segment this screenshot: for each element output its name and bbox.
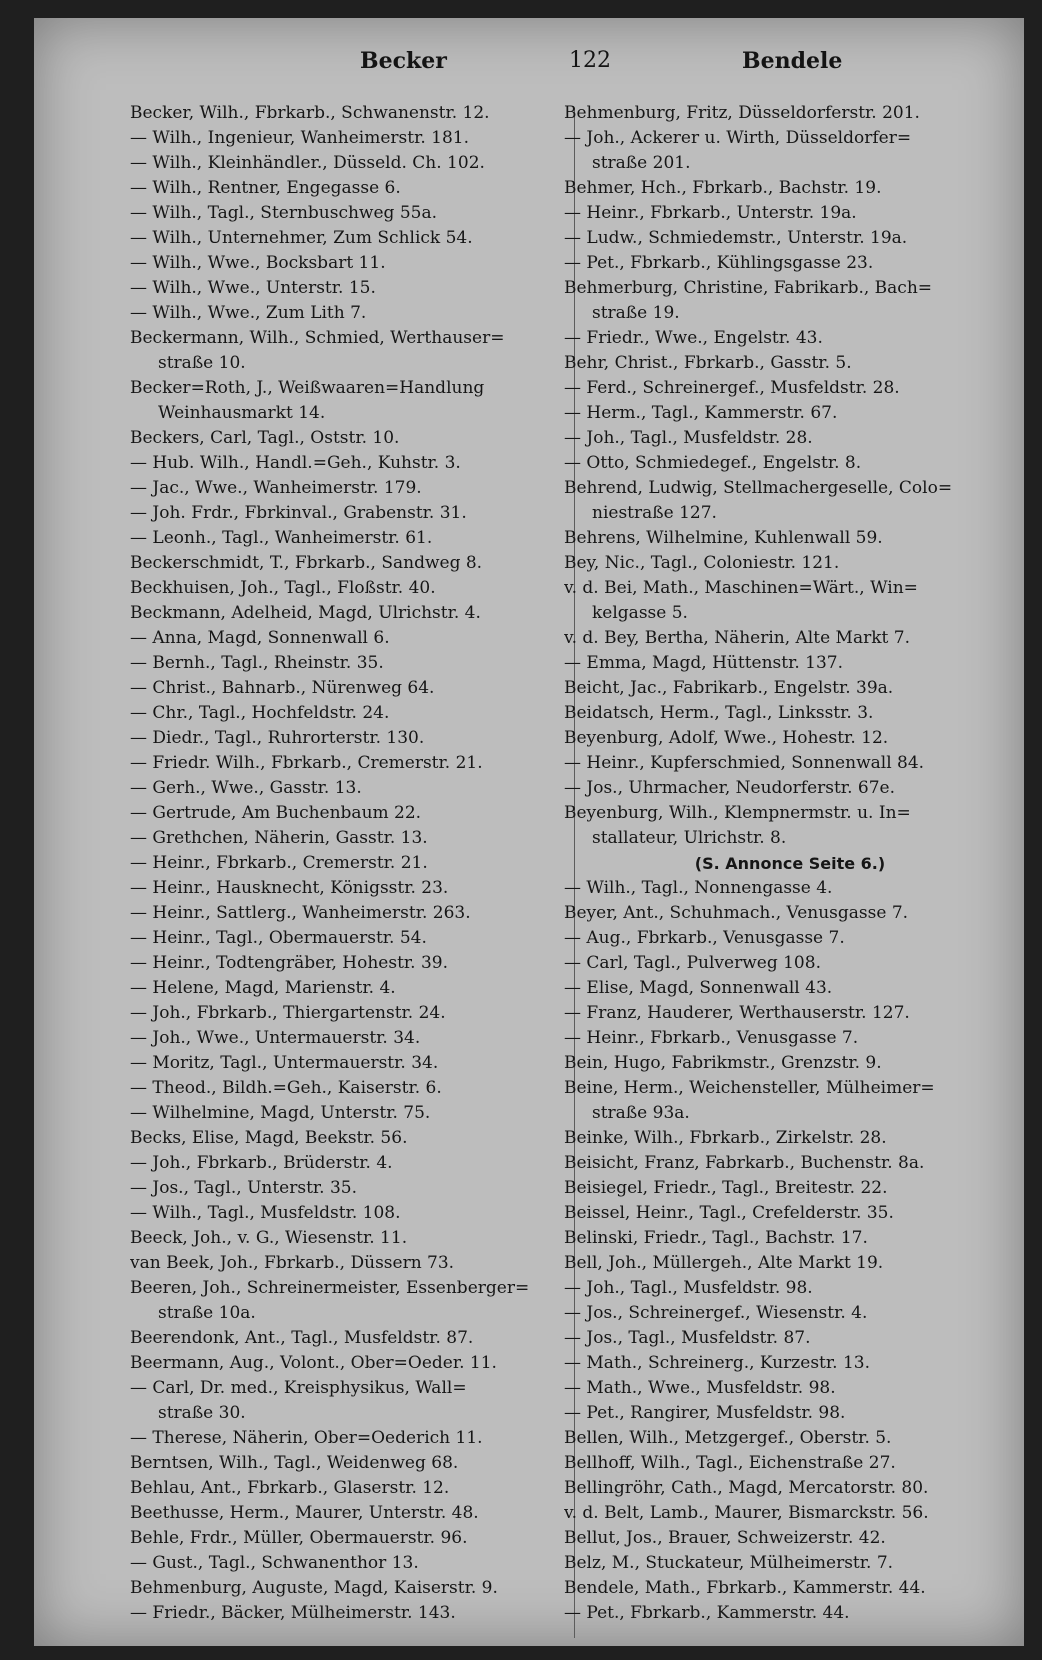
directory-entry: — Wilh., Rentner, Engegasse 6. xyxy=(130,178,401,198)
directory-entry: — Pet., Fbrkarb., Kühlingsgasse 23. xyxy=(564,253,874,273)
directory-entry: — Friedr., Wwe., Engelstr. 43. xyxy=(564,328,823,348)
directory-entry: — Joh., Fbrkarb., Brüderstr. 4. xyxy=(130,1153,393,1173)
directory-entry: — Bernh., Tagl., Rheinstr. 35. xyxy=(130,653,384,673)
directory-entry: — Aug., Fbrkarb., Venusgasse 7. xyxy=(564,928,845,948)
directory-entry: — Joh., Ackerer u. Wirth, Düsseldorfer= xyxy=(564,128,912,148)
directory-entry: Beckerschmidt, T., Fbrkarb., Sandweg 8. xyxy=(130,553,483,573)
directory-entry: — Jos., Schreinergef., Wiesenstr. 4. xyxy=(564,1303,868,1323)
directory-entry: — Pet., Fbrkarb., Kammerstr. 44. xyxy=(564,1603,850,1623)
entry-continuation: straße 93a. xyxy=(592,1103,690,1123)
directory-entry: — Chr., Tagl., Hochfeldstr. 24. xyxy=(130,703,390,723)
directory-entry: — Leonh., Tagl., Wanheimerstr. 61. xyxy=(130,528,433,548)
page-number: 122 xyxy=(569,48,611,73)
directory-entry: — Ludw., Schmiedemstr., Unterstr. 19a. xyxy=(564,228,908,248)
directory-entry: — Wilh., Tagl., Nonnengasse 4. xyxy=(564,878,833,898)
directory-entry: Behmer, Hch., Fbrkarb., Bachstr. 19. xyxy=(564,178,882,198)
directory-entry: Behmenburg, Fritz, Düsseldorferstr. 201. xyxy=(564,103,920,123)
directory-entry: Bellingröhr, Cath., Magd, Mercatorstr. 80. xyxy=(564,1478,929,1498)
directory-entry: Beyer, Ant., Schuhmach., Venusgasse 7. xyxy=(564,903,909,923)
directory-entry: Beckhuisen, Joh., Tagl., Floßstr. 40. xyxy=(130,578,436,598)
entry-continuation: straße 10. xyxy=(158,353,246,373)
directory-entry: Bellen, Wilh., Metzgergef., Oberstr. 5. xyxy=(564,1428,892,1448)
directory-entry: — Heinr., Sattlerg., Wanheimerstr. 263. xyxy=(130,903,471,923)
left-column xyxy=(130,101,570,1626)
annonce-note: (S. Annonce Seite 6.) xyxy=(694,854,886,873)
directory-entry: Belz, M., Stuckateur, Mülheimerstr. 7. xyxy=(564,1553,894,1573)
directory-entry: Beerendonk, Ant., Tagl., Musfeldstr. 87. xyxy=(130,1328,474,1348)
entry-continuation: niestraße 127. xyxy=(592,503,717,523)
directory-entry: Berntsen, Wilh., Tagl., Weidenweg 68. xyxy=(130,1453,459,1473)
directory-entry: — Heinr., Tagl., Obermauerstr. 54. xyxy=(130,928,427,948)
directory-entry: Behrens, Wilhelmine, Kuhlenwall 59. xyxy=(564,528,883,548)
directory-entry: — Theod., Bildh.=Geh., Kaiserstr. 6. xyxy=(130,1078,442,1098)
directory-entry: — Gertrude, Am Buchenbaum 22. xyxy=(130,803,422,823)
directory-entry: — Grethchen, Näherin, Gasstr. 13. xyxy=(130,828,428,848)
directory-entry: — Heinr., Fbrkarb., Venusgasse 7. xyxy=(564,1028,859,1048)
directory-entry: — Emma, Magd, Hüttenstr. 137. xyxy=(564,653,844,673)
directory-entry: — Wilh., Unternehmer, Zum Schlick 54. xyxy=(130,228,473,248)
page-header xyxy=(34,48,1024,88)
directory-entry: Beeren, Joh., Schreinermeister, Essenberger= xyxy=(130,1278,530,1298)
entry-continuation: straße 19. xyxy=(592,303,680,323)
directory-entry: — Gust., Tagl., Schwanenthor 13. xyxy=(130,1553,419,1573)
directory-entry: — Wilh., Tagl., Sternbuschweg 55a. xyxy=(130,203,438,223)
directory-entry: Beckmann, Adelheid, Magd, Ulrichstr. 4. xyxy=(130,603,481,623)
directory-entry: Beinke, Wilh., Fbrkarb., Zirkelstr. 28. xyxy=(564,1128,887,1148)
directory-entry: Beethusse, Herm., Maurer, Unterstr. 48. xyxy=(130,1503,479,1523)
directory-entry: — Heinr., Kupferschmied, Sonnenwall 84. xyxy=(564,753,925,773)
directory-entry: Behmenburg, Auguste, Magd, Kaiserstr. 9. xyxy=(130,1578,498,1598)
directory-entry: Beisiegel, Friedr., Tagl., Breitestr. 22. xyxy=(564,1178,888,1198)
directory-entry: Bellhoff, Wilh., Tagl., Eichenstraße 27. xyxy=(564,1453,896,1473)
directory-entry: Bey, Nic., Tagl., Coloniestr. 121. xyxy=(564,553,840,573)
directory-entry: — Anna, Magd, Sonnenwall 6. xyxy=(130,628,390,648)
directory-entry: Beyenburg, Adolf, Wwe., Hohestr. 12. xyxy=(564,728,889,748)
directory-entry: — Heinr., Todtengräber, Hohestr. 39. xyxy=(130,953,449,973)
directory-entry: Beissel, Heinr., Tagl., Crefelderstr. 35. xyxy=(564,1203,894,1223)
directory-entry: — Jos., Tagl., Musfeldstr. 87. xyxy=(564,1328,811,1348)
directory-entry: — Pet., Rangirer, Musfeldstr. 98. xyxy=(564,1403,846,1423)
directory-entry: van Beek, Joh., Fbrkarb., Düssern 73. xyxy=(130,1253,455,1273)
directory-entry: Beckermann, Wilh., Schmied, Werthauser= xyxy=(130,328,505,348)
directory-entry: — Otto, Schmiedegef., Engelstr. 8. xyxy=(564,453,862,473)
directory-entry: — Gerh., Wwe., Gasstr. 13. xyxy=(130,778,362,798)
entry-continuation: Weinhausmarkt 14. xyxy=(158,403,326,423)
directory-entry: v. d. Belt, Lamb., Maurer, Bismarckstr. 56. xyxy=(564,1503,929,1523)
directory-entry: Behrend, Ludwig, Stellmachergeselle, Colo= xyxy=(564,478,953,498)
directory-entry: — Wilhelmine, Magd, Unterstr. 75. xyxy=(130,1103,431,1123)
directory-entry: — Elise, Magd, Sonnenwall 43. xyxy=(564,978,833,998)
directory-entry: Bell, Joh., Müllergeh., Alte Markt 19. xyxy=(564,1253,884,1273)
directory-entry: Bein, Hugo, Fabrikmstr., Grenzstr. 9. xyxy=(564,1053,882,1073)
directory-entry: — Christ., Bahnarb., Nürenweg 64. xyxy=(130,678,435,698)
right-column xyxy=(564,101,1016,1626)
directory-entry: — Jac., Wwe., Wanheimerstr. 179. xyxy=(130,478,422,498)
directory-entry: Becker=Roth, J., Weißwaaren=Handlung xyxy=(130,378,485,398)
entry-continuation: stallateur, Ulrichstr. 8. xyxy=(592,828,787,848)
directory-entry: Behle, Frdr., Müller, Obermauerstr. 96. xyxy=(130,1528,468,1548)
directory-entry: — Franz, Hauderer, Werthauserstr. 127. xyxy=(564,1003,910,1023)
directory-entry: — Heinr., Hausknecht, Königsstr. 23. xyxy=(130,878,449,898)
directory-entry: Bendele, Math., Fbrkarb., Kammerstr. 44. xyxy=(564,1578,926,1598)
directory-entry: v. d. Bey, Bertha, Näherin, Alte Markt 7. xyxy=(564,628,910,648)
directory-entry: Behmerburg, Christine, Fabrikarb., Bach= xyxy=(564,278,933,298)
entry-continuation: straße 201. xyxy=(592,153,691,173)
directory-entry: — Jos., Uhrmacher, Neudorferstr. 67e. xyxy=(564,778,895,798)
directory-entry: Behlau, Ant., Fbrkarb., Glaserstr. 12. xyxy=(130,1478,450,1498)
directory-entry: v. d. Bei, Math., Maschinen=Wärt., Win= xyxy=(564,578,918,598)
directory-entry: — Wilh., Wwe., Zum Lith 7. xyxy=(130,303,367,323)
directory-entry: — Joh., Tagl., Musfeldstr. 98. xyxy=(564,1278,813,1298)
directory-entry: — Friedr., Bäcker, Mülheimerstr. 143. xyxy=(130,1603,456,1623)
directory-entry: — Friedr. Wilh., Fbrkarb., Cremerstr. 21. xyxy=(130,753,483,773)
directory-page xyxy=(34,18,1024,1646)
header-right-keyword: Bendele xyxy=(742,48,843,74)
header-left-keyword: Becker xyxy=(360,48,447,74)
directory-entry: — Hub. Wilh., Handl.=Geh., Kuhstr. 3. xyxy=(130,453,461,473)
directory-entry: — Math., Wwe., Musfeldstr. 98. xyxy=(564,1378,836,1398)
directory-entry: — Wilh., Tagl., Musfeldstr. 108. xyxy=(130,1203,401,1223)
directory-entry: — Math., Schreinerg., Kurzestr. 13. xyxy=(564,1353,870,1373)
directory-entry: — Helene, Magd, Marienstr. 4. xyxy=(130,978,396,998)
directory-entry: Beermann, Aug., Volont., Ober=Oeder. 11. xyxy=(130,1353,497,1373)
entry-continuation: straße 30. xyxy=(158,1403,246,1423)
directory-entry: Bellut, Jos., Brauer, Schweizerstr. 42. xyxy=(564,1528,886,1548)
directory-entry: Beine, Herm., Weichensteller, Mülheimer= xyxy=(564,1078,935,1098)
directory-entry: Behr, Christ., Fbrkarb., Gasstr. 5. xyxy=(564,353,852,373)
directory-entry: — Ferd., Schreinergef., Musfeldstr. 28. xyxy=(564,378,900,398)
directory-entry: — Therese, Näherin, Ober=Oederich 11. xyxy=(130,1428,483,1448)
directory-entry: Beicht, Jac., Fabrikarb., Engelstr. 39a. xyxy=(564,678,894,698)
directory-entry: — Wilh., Wwe., Unterstr. 15. xyxy=(130,278,376,298)
directory-entry: Beckers, Carl, Tagl., Oststr. 10. xyxy=(130,428,400,448)
directory-entry: — Herm., Tagl., Kammerstr. 67. xyxy=(564,403,838,423)
directory-entry: Beidatsch, Herm., Tagl., Linksstr. 3. xyxy=(564,703,874,723)
directory-entry: — Carl, Tagl., Pulverweg 108. xyxy=(564,953,821,973)
directory-entry: — Heinr., Fbrkarb., Cremerstr. 21. xyxy=(130,853,428,873)
directory-entry: — Joh. Frdr., Fbrkinval., Grabenstr. 31. xyxy=(130,503,467,523)
directory-entry: Beeck, Joh., v. G., Wiesenstr. 11. xyxy=(130,1228,408,1248)
directory-entry: — Joh., Tagl., Musfeldstr. 28. xyxy=(564,428,813,448)
directory-entry: Beisicht, Franz, Fabrkarb., Buchenstr. 8a. xyxy=(564,1153,925,1173)
directory-entry: — Wilh., Wwe., Bocksbart 11. xyxy=(130,253,386,273)
entry-continuation: straße 10a. xyxy=(158,1303,256,1323)
directory-entry: Becks, Elise, Magd, Beekstr. 56. xyxy=(130,1128,408,1148)
directory-entry: — Joh., Wwe., Untermauerstr. 34. xyxy=(130,1028,421,1048)
directory-entry: — Carl, Dr. med., Kreisphysikus, Wall= xyxy=(130,1378,467,1398)
directory-entry: — Heinr., Fbrkarb., Unterstr. 19a. xyxy=(564,203,857,223)
directory-entry: — Moritz, Tagl., Untermauerstr. 34. xyxy=(130,1053,439,1073)
directory-entry: — Wilh., Kleinhändler., Düsseld. Ch. 102. xyxy=(130,153,485,173)
directory-entry: — Joh., Fbrkarb., Thiergartenstr. 24. xyxy=(130,1003,446,1023)
directory-entry: Belinski, Friedr., Tagl., Bachstr. 17. xyxy=(564,1228,868,1248)
directory-entry: — Wilh., Ingenieur, Wanheimerstr. 181. xyxy=(130,128,469,148)
entry-continuation: kelgasse 5. xyxy=(592,603,688,623)
directory-entry: — Jos., Tagl., Unterstr. 35. xyxy=(130,1178,358,1198)
directory-entry: Beyenburg, Wilh., Klempnermstr. u. In= xyxy=(564,803,911,823)
directory-entry: Becker, Wilh., Fbrkarb., Schwanenstr. 12. xyxy=(130,103,490,123)
directory-entry: — Diedr., Tagl., Ruhrorterstr. 130. xyxy=(130,728,425,748)
